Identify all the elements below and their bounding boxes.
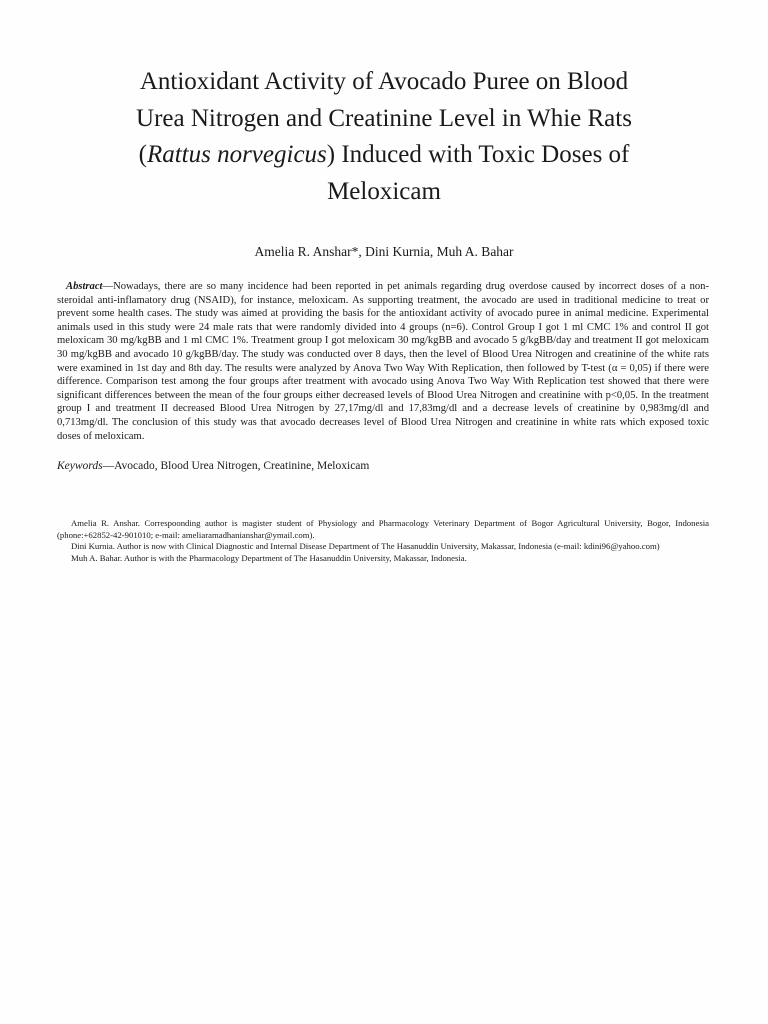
abstract-label: Abstract — [66, 281, 103, 292]
title-line-2: Urea Nitrogen and Creatinine Level in Whie Rats — [136, 104, 632, 132]
keywords-paragraph — [57, 459, 709, 474]
footnote-author-1: Amelia R. Anshar. Correspoonding author is magister student of Physiology and Pharmacology Veterinary Department of Bogor Agricultural University, Bogor, Indonesia (phone:+62852-42-901010; e-mail: ameliaramadhanianshar@ymail.com). — [57, 518, 709, 540]
title-open-paren: ( — [138, 141, 147, 168]
title-line-1: Antioxidant Activity of Avocado Puree on Blood — [139, 68, 629, 95]
species-name: Rattus norvegicus — [146, 141, 327, 168]
title-line-3-rest: ) Induced with Toxic Doses of — [326, 141, 630, 168]
title-line-4: Meloxicam — [327, 177, 441, 205]
footnote-author-2: Dini Kurnia. Author is now with Clinical Diagnostic and Internal Disease Department of The Hasanuddin University, Makassar, Indonesia (e-mail: kdini96@yahoo.com) — [71, 541, 660, 552]
footnote-author-3: Muh A. Bahar. Author is with the Pharmacology Department of The Hasanuddin University, Makassar, Indonesia. — [71, 553, 467, 564]
keywords-label: Keywords — [57, 460, 103, 472]
title-line-3 — [60, 137, 708, 174]
abstract-paragraph — [57, 280, 709, 443]
paper-title — [60, 64, 708, 210]
author-footnotes — [57, 518, 709, 565]
author-list: Amelia R. Anshar*, Dini Kurnia, Muh A. Bahar — [254, 244, 514, 259]
keywords-text: —Avocado, Blood Urea Nitrogen, Creatinine, Meloxicam — [102, 460, 370, 472]
abstract-text: —Nowadays, there are so many incidence had been reported in pet animals regarding drug overdose caused by incorrect doses of a non-steroidal anti-inflamatory drug (NSAID), for instance, meloxicam. As supporting treatment, the avocado are used in traditional medicine to treat or prevent some health cases. The study was aimed at providing the basis for the antioxidant activity of avocado puree in animal medicine. Experimental animals used in this study were 24 male rats that were randomly divided into 4 groups (n=6). Control Group I got 1 ml CMC 1% and control II got meloxicam 30 mg/kgBB and 1 ml CMC 1%. Treatment group I got meloxicam 30 mg/kgBB and avocado 5 g/kgBB/day and treatment II got meloxicam 30 mg/kgBB and avocado 10 g/kgBB/day. The study was conducted over 8 days, then the level of Blood Urea Nitrogen and creatinine of the white rats were examined in 1st day and 8th day. The results were analyzed by Anova Two Way With Replication, then followed by T-test (α = 0,05) if there were difference. Comparison test among the four groups after treatment with avocado using Anova Two Way With Replication test showed that there were significant differences between the mean of the four groups either decreased levels of Blood Urea Nitrogen and creatinine with p<0,05. In the treatment group I and treatment II decreased Blood Urea Nitrogen by 27,17mg/dl and 17,83mg/dl and a decrease levels of creatinine by 0,983mg/dl and 0,713mg/dl. The conclusion of this study was that avocado decreases level of Blood Urea Nitrogen and creatinine in white rats which exposed toxic doses of meloxicam. — [57, 281, 709, 442]
